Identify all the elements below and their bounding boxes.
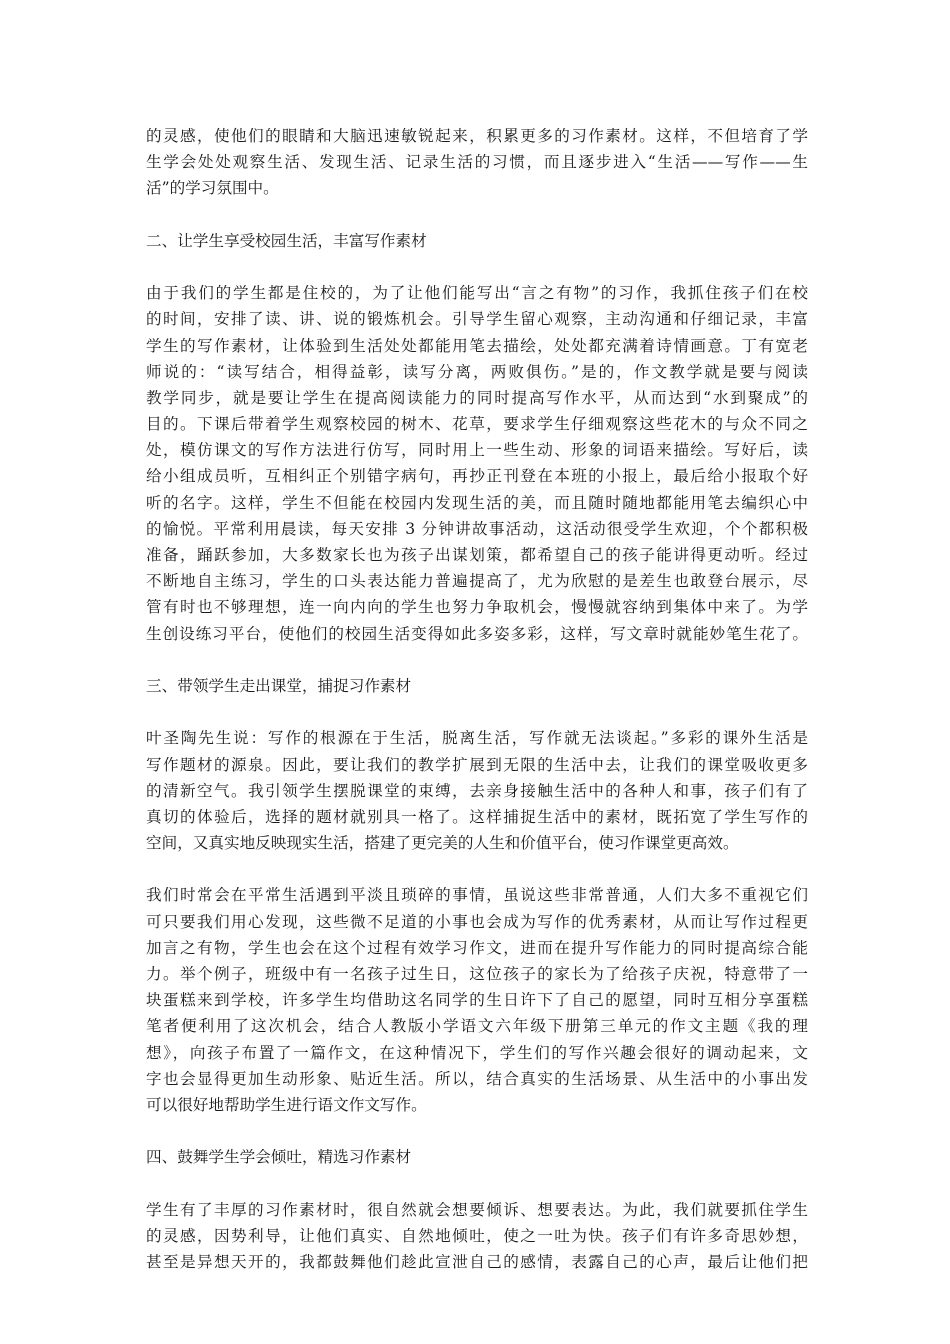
text-line: 听的名字。这样，学生不但能在校园内发现生活的美，而且随时随地都能用笔去编织心中	[146, 493, 808, 512]
heading-text: 四、鼓舞学生学会倾吐，精选习作素材	[146, 1148, 412, 1167]
text-line: 给小组成员听，互相纠正个别错字病句，再抄正刊登在本班的小报上，最后给小报取个好	[146, 467, 808, 486]
text-line: 不断地自主练习，学生的口头表达能力普遍提高了，尤为欣慰的是差生也敢登台展示，尽	[146, 572, 808, 591]
section-heading-3	[146, 673, 808, 699]
text-line: 写作题材的源泉。因此，要让我们的教学扩展到无限的生活中去，让我们的课堂吸收更多	[146, 755, 808, 774]
text-line: 由于我们的学生都是住校的，为了让他们能写出“言之有物”的习作，我抓住孩子们在校	[146, 284, 808, 303]
text-line: 的愉悦。平常利用晨读，每天安排 3 分钟讲故事活动，这活动很受学生欢迎，个个都积极	[146, 519, 808, 538]
paragraph-daily-life	[146, 882, 808, 1118]
text-line: 处，模仿课文的写作方法进行仿写，同时用上一些生动、形象的词语来描绘。写好后，读	[146, 441, 808, 460]
paragraph-outside-classroom	[146, 725, 808, 856]
text-line: 甚至是异想天开的，我都鼓舞他们趁此宣泄自己的感情，表露自己的心声，最后让他们把	[146, 1253, 808, 1272]
text-line: 准备，踊跃参加，大多数家长也为孩子出谋划策，都希望自己的孩子能讲得更动听。经过	[146, 546, 808, 564]
text-line: 空间，又真实地反映现实生活，搭建了更完美的人生和价值平台，使习作课堂更高效。	[146, 834, 739, 853]
text-line: 我们时常会在平常生活遇到平淡且琐碎的事情，虽说这些非常普通，人们大多不重视它们	[146, 886, 808, 905]
text-line: 目的。下课后带着学生观察校园的树木、花草，要求学生仔细观察这些花木的与众不同之	[146, 415, 808, 434]
paragraph-continuation	[146, 123, 808, 202]
paragraph-campus-life	[146, 280, 808, 647]
text-line: 的清新空气。我引领学生摆脱课堂的束缚，去亲身接触生活中的各种人和事，孩子们有了	[146, 781, 808, 800]
text-line: 真切的体验后，选择的题材就别具一格了。这样捕捉生活中的素材，既拓宽了学生写作的	[146, 807, 808, 826]
text-line: 生学会处处观察生活、发现生活、记录生活的习惯，而且逐步进入“生活——写作——生	[146, 153, 808, 172]
document-page	[146, 123, 808, 1275]
paragraph-expression	[146, 1197, 808, 1276]
text-line: 管有时也不够理想，连一向内向的学生也努力争取机会，慢慢就容纳到集体中来了。为学	[146, 598, 808, 617]
text-line: 的时间，安排了读、讲、说的锻炼机会。引导学生留心观察，主动沟通和仔细记录，丰富	[146, 310, 808, 329]
text-line: 字也会显得更加生动形象、贴近生活。所以，结合真实的生活场景、从生活中的小事出发	[146, 1069, 808, 1088]
text-line: 可只要我们用心发现，这些微不足道的小事也会成为写作的优秀素材，从而让写作过程更	[146, 912, 808, 931]
heading-text: 三、带领学生走出课堂，捕捉习作素材	[146, 676, 412, 695]
text-line: 笔者便利用了这次机会，结合人教版小学语文六年级下册第三单元的作文主题《我的理	[146, 1017, 808, 1036]
text-line: 力。举个例子，班级中有一名孩子过生日，这位孩子的家长为了给孩子庆祝，特意带了一	[146, 965, 808, 983]
text-line: 的灵感，因势利导，让他们真实、自然地倾吐，使之一吐为快。孩子们有许多奇思妙想，	[146, 1226, 808, 1245]
section-heading-2	[146, 228, 808, 254]
text-line: 活”的学习氛围中。	[146, 179, 279, 198]
text-line: 的灵感，使他们的眼睛和大脑迅速敏锐起来，积累更多的习作素材。这样，不但培育了学	[146, 127, 808, 145]
text-line: 叶圣陶先生说：写作的根源在于生活，脱离生活，写作就无法谈起。”多彩的课外生活是	[146, 729, 808, 748]
text-line: 教学同步，就是要让学生在提高阅读能力的同时提高写作水平，从而达到“水到聚成”的	[146, 388, 808, 407]
text-line: 加言之有物，学生也会在这个过程有效学习作文，进而在提升写作能力的同时提高综合能	[146, 938, 808, 957]
text-line: 块蛋糕来到学校，许多学生均借助这名同学的生日许下了自己的愿望，同时互相分享蛋糕	[146, 991, 808, 1010]
section-heading-4	[146, 1144, 808, 1170]
heading-text: 二、让学生享受校园生活，丰富写作素材	[146, 231, 427, 250]
text-line: 想》，向孩子布置了一篇作文，在这种情况下，学生们的写作兴趣会很好的调动起来，文	[146, 1043, 808, 1062]
text-line: 生创设练习平台，使他们的校园生活变得如此多姿多彩，这样，写文章时就能妙笔生花了。	[146, 624, 808, 643]
text-line: 学生的写作素材，让体验到生活处处都能用笔去描绘，处处都充满着诗情画意。丁有宽老	[146, 336, 808, 355]
text-line: 学生有了丰厚的习作素材时，很自然就会想要倾诉、想要表达。为此，我们就要抓住学生	[146, 1200, 808, 1219]
text-line: 可以很好地帮助学生进行语文作文写作。	[146, 1095, 427, 1114]
text-line: 师说的：“读写结合，相得益彰，读写分离，两败俱伤。”是的，作文教学就是要与阅读	[146, 362, 808, 381]
